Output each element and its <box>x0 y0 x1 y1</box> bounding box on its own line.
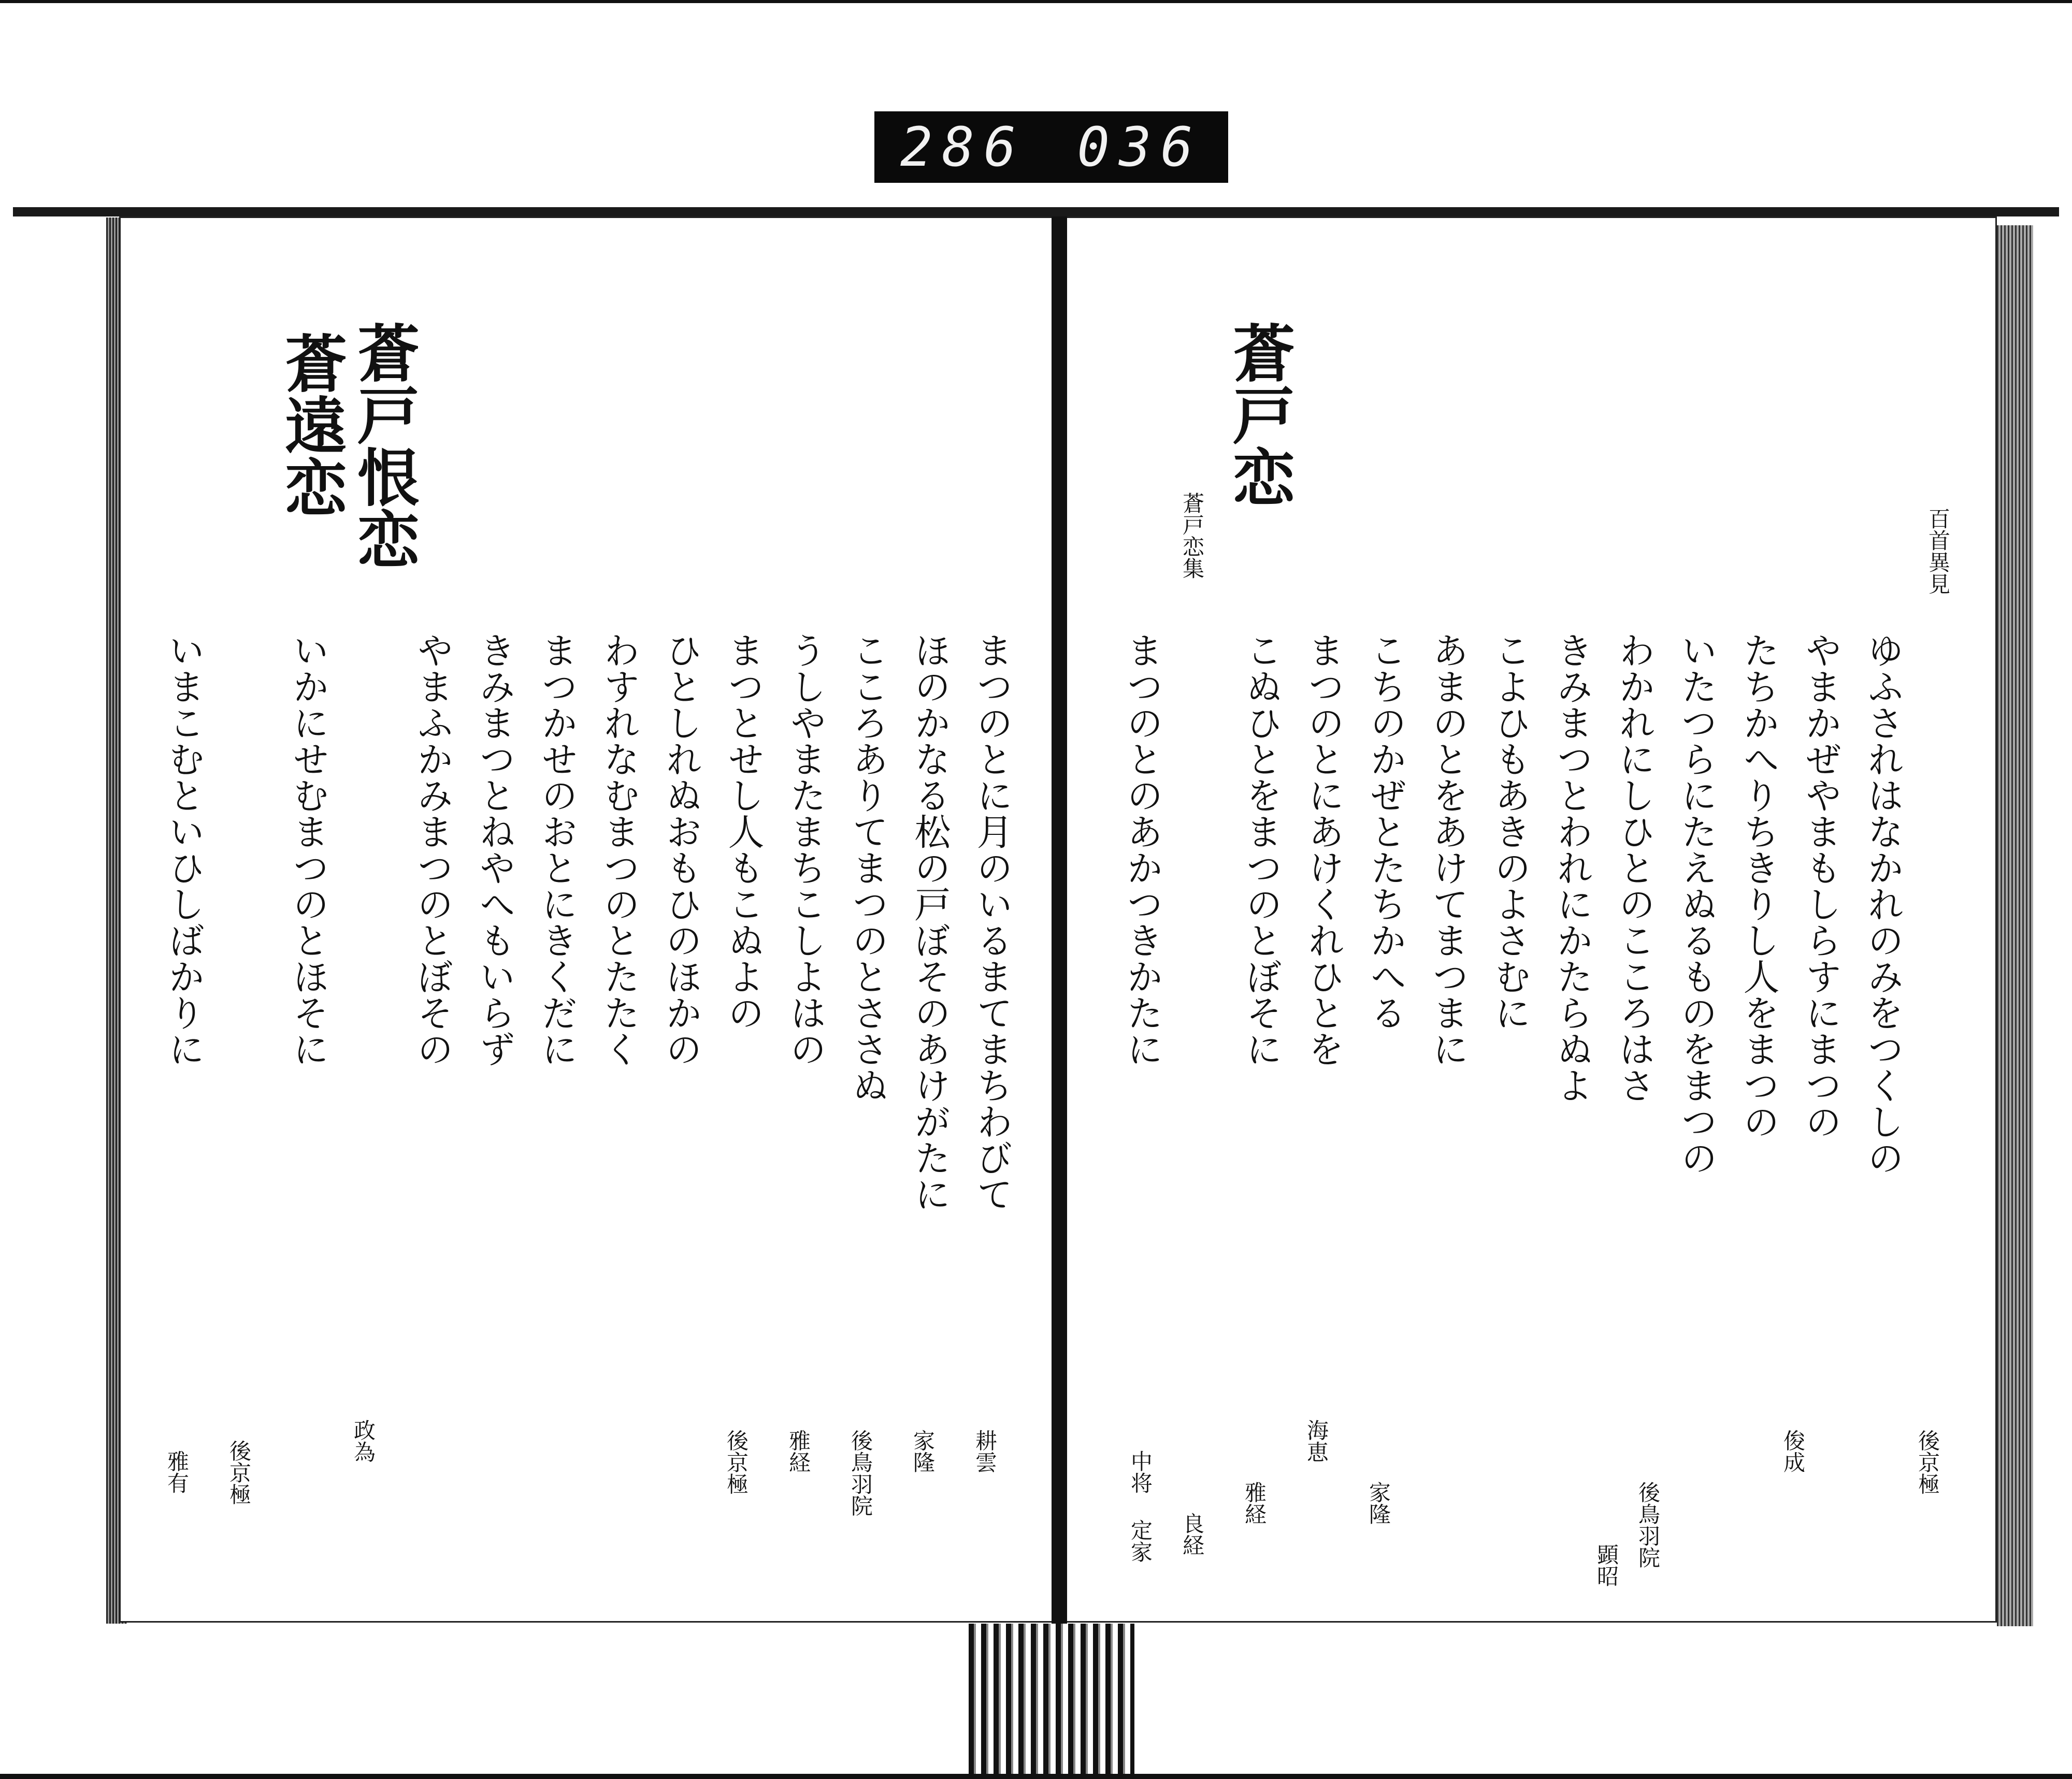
collection-label: 蒼戸恋集 <box>1179 492 1205 579</box>
poem-col-l2: ほのかなる松の戸ぼそのあけがたに <box>909 632 951 1212</box>
sig-r4: 顕昭 <box>1594 1543 1619 1587</box>
poem-col-r11: こぬひとをまつのとぼそに <box>1240 632 1283 1067</box>
sig-r2: 俊成 <box>1780 1429 1806 1473</box>
sig-l1: 耕雲 <box>972 1429 998 1473</box>
poem-col-r9: こちのかぜとたちかへる <box>1364 632 1407 1031</box>
frame-number: 036 <box>1077 115 1203 179</box>
poem-col-l12: いまこむといひしばかりに <box>163 632 205 1067</box>
poem-col-r12: まつのとのあかつきかたに <box>1121 632 1163 1067</box>
poem-col-l6: ひとしれぬおもひのほかの <box>660 632 702 1067</box>
poem-col-l8: まつかせのおとにきくだに <box>536 632 578 1067</box>
poem-col-r2: やまかぜやまもしらすにまつの <box>1800 632 1842 1139</box>
sig-l7: 後京極 <box>226 1440 252 1505</box>
sig-r1: 後京極 <box>1915 1429 1940 1495</box>
poem-col-l10: やまふかみまつのとぼその <box>411 632 454 1067</box>
top-border <box>0 0 2072 3</box>
book-top-edge <box>13 207 2059 216</box>
sig-l5: 後京極 <box>724 1429 749 1495</box>
poem-col-l5: まつとせし人もこぬよの <box>722 632 765 1031</box>
left-title-2: 蒼遠恋 <box>275 331 348 518</box>
left-title-1: 蒼戸恨恋 <box>347 321 420 570</box>
sig-r8: 海恵 <box>1304 1419 1329 1463</box>
sig-r5: 中将 定家 <box>1128 1450 1153 1563</box>
binding-base <box>969 1624 1134 1779</box>
volume-number: 286 <box>900 115 1026 179</box>
poem-col-r5: わかれにしひとのこころはさ <box>1613 632 1656 1103</box>
poem-col-r1: ゆふされはなかれのみをつくしの <box>1862 632 1904 1176</box>
poem-col-l4: うしやまたまちこしよはの <box>784 632 827 1067</box>
bottom-border <box>0 1774 2072 1779</box>
sig-r3: 後鳥羽院 <box>1635 1481 1661 1568</box>
poem-col-r7: こよひもあきのよさむに <box>1489 632 1531 1031</box>
poem-col-r4: いたつらにたえぬるものをまつの <box>1675 632 1718 1176</box>
poem-col-l9: きみまつとねやへもいらず <box>473 632 516 1067</box>
top-note: 百首異見 <box>1925 508 1951 595</box>
sig-r7: 家隆 <box>1366 1481 1391 1525</box>
right-title: 蒼戸恋 <box>1222 321 1296 508</box>
poem-col-r3: たちかへりちきりし人をまつの <box>1737 632 1780 1139</box>
poem-col-r10: まつのとにあけくれひとを <box>1302 632 1345 1067</box>
sig-l8: 雅有 <box>164 1450 190 1494</box>
sig-l2: 家隆 <box>910 1429 936 1473</box>
sig-l6: 政為 <box>351 1419 376 1463</box>
sig-l3: 後鳥羽院 <box>848 1429 873 1516</box>
poem-col-l7: わすれなむまつのとたたく <box>598 632 640 1067</box>
poem-col-r6: きみまつとわれにかたらぬよ <box>1551 632 1593 1103</box>
frame-counter <box>874 111 1228 183</box>
poem-col-r8: あまのとをあけてまつまに <box>1427 632 1469 1067</box>
sig-r9: 雅経 <box>1242 1481 1267 1525</box>
sig-l4: 雅経 <box>786 1429 811 1473</box>
book-gutter <box>1052 216 1067 1734</box>
poem-col-l11: いかにせむまつのとほそに <box>287 632 329 1067</box>
poem-col-l1: まつのとに月のいるまてまちわびて <box>971 632 1013 1212</box>
poem-col-l3: こころありてまつのとささぬ <box>846 632 889 1103</box>
right-book-edge <box>1997 225 2033 1626</box>
sig-r6: 良経 <box>1179 1512 1205 1556</box>
